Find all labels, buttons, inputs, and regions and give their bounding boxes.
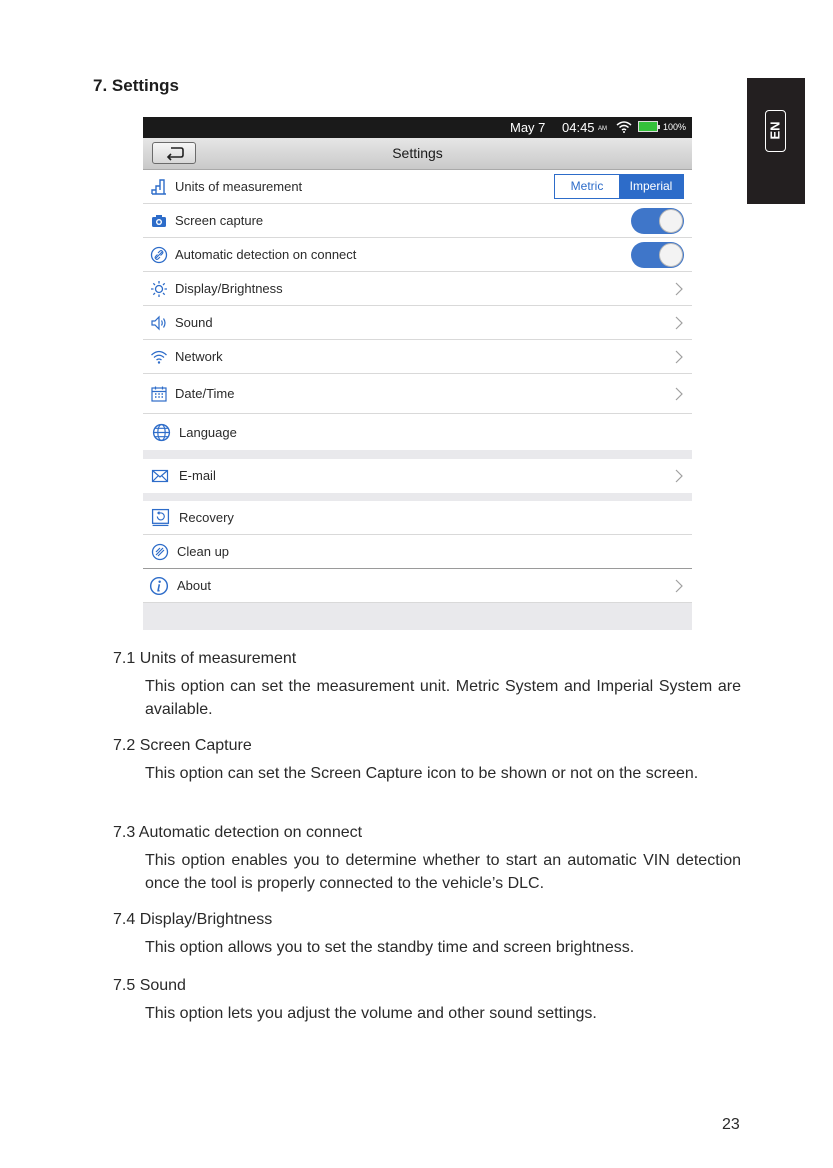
language-tab — [747, 78, 805, 204]
wifi-icon — [150, 348, 168, 366]
chevron-right-icon — [674, 316, 684, 330]
auto-detection-toggle[interactable] — [631, 242, 684, 268]
metric-option[interactable]: Metric — [555, 175, 619, 198]
chevron-right-icon — [674, 282, 684, 296]
subsection-heading: 7.2 Screen Capture — [113, 737, 252, 754]
mail-icon — [151, 467, 169, 485]
subsection-text: This option enables you to determine whether to start an automatic VIN detection once the tool is properly connected to the vehicle’s DLC. — [145, 852, 741, 892]
status-bar — [143, 117, 692, 138]
row-label: Units of measurement — [175, 179, 303, 194]
row-about[interactable] — [143, 569, 692, 603]
subsection-heading: 7.3 Automatic detection on connect — [113, 824, 363, 841]
screen-title: Settings — [392, 145, 443, 161]
battery-percent: 100% — [663, 122, 687, 132]
row-label: E-mail — [179, 468, 216, 483]
subsection-heading: 7.1 Units of measurement — [113, 650, 297, 667]
subsection-text: This option can set the measurement unit. Metric System and Imperial System are available. — [145, 678, 741, 718]
bottom-area — [143, 603, 692, 630]
row-recovery[interactable] — [143, 501, 692, 535]
link-icon — [150, 246, 168, 264]
section-title: 7. Settings — [93, 76, 179, 95]
row-label: Automatic detection on connect — [175, 247, 357, 262]
sun-icon — [150, 280, 168, 298]
screen-capture-toggle[interactable] — [631, 208, 684, 234]
group-separator — [143, 450, 692, 459]
device-screenshot — [143, 117, 692, 630]
group-separator — [143, 493, 692, 501]
status-date: May 7 — [510, 120, 546, 135]
chevron-right-icon — [674, 579, 684, 593]
chevron-right-icon — [674, 469, 684, 483]
row-auto-detection — [143, 238, 692, 272]
row-label: Screen capture — [175, 213, 264, 228]
row-clean-up[interactable] — [143, 535, 692, 569]
row-label: Recovery — [179, 510, 234, 525]
language-badge — [765, 110, 786, 152]
chevron-right-icon — [674, 350, 684, 364]
recovery-icon — [151, 508, 170, 527]
status-time: 04:45 — [562, 120, 595, 135]
row-label: Language — [179, 425, 237, 440]
info-icon — [149, 576, 169, 596]
cleanup-icon — [151, 543, 169, 561]
subsection-text: This option allows you to set the standby time and screen brightness. — [145, 939, 635, 956]
ruler-icon — [150, 178, 168, 196]
subsection-text: This option lets you adjust the volume and other sound settings. — [145, 1005, 597, 1022]
row-sound[interactable] — [143, 306, 692, 340]
status-ampm: AM — [598, 126, 607, 132]
page-number: 23 — [722, 1116, 740, 1133]
row-label: Display/Brightness — [175, 281, 283, 296]
row-label: Clean up — [177, 544, 230, 559]
row-units — [143, 170, 692, 204]
row-label: Date/Time — [175, 386, 235, 401]
speaker-icon — [150, 314, 168, 332]
units-segmented-control — [554, 174, 684, 199]
camera-icon — [150, 212, 168, 230]
row-label: About — [177, 578, 211, 593]
row-display-brightness[interactable] — [143, 272, 692, 306]
subsection-text: This option can set the Screen Capture icon to be shown or not on the screen. — [145, 765, 699, 782]
row-screen-capture — [143, 204, 692, 238]
row-network[interactable] — [143, 340, 692, 374]
subsection-heading: 7.4 Display/Brightness — [113, 911, 273, 928]
toggle-knob — [659, 243, 683, 267]
battery-icon — [638, 121, 658, 132]
title-bar — [143, 138, 692, 170]
subsection-heading: 7.5 Sound — [113, 977, 186, 994]
toggle-knob — [659, 209, 683, 233]
row-date-time[interactable] — [143, 374, 692, 414]
globe-icon — [152, 423, 171, 442]
row-label: Network — [175, 349, 223, 364]
row-email[interactable] — [143, 459, 692, 493]
row-label: Sound — [175, 315, 213, 330]
chevron-right-icon — [674, 387, 684, 401]
wifi-status-icon — [616, 121, 632, 133]
language-label: EN — [767, 121, 783, 140]
imperial-option[interactable]: Imperial — [619, 175, 683, 198]
row-language[interactable] — [143, 414, 692, 450]
calendar-icon — [150, 385, 168, 403]
